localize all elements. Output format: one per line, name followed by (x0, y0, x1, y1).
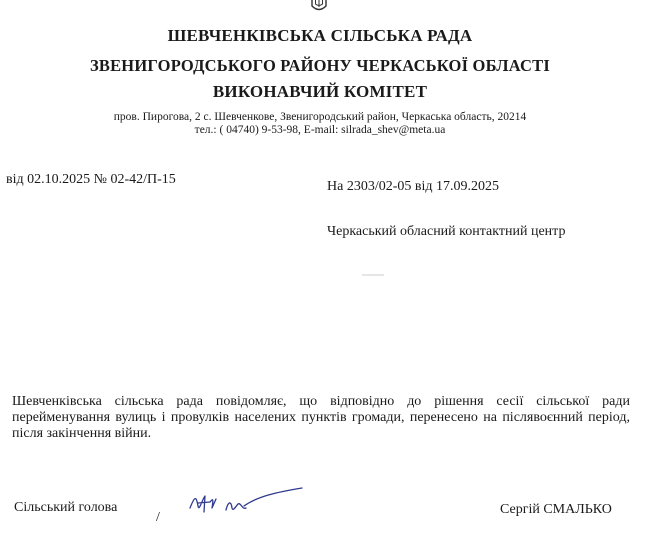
letter-body: Шевченківська сільська рада повідомляє, що відповідно до рішення сесії сільської ради перейменування вулиць і провулків населених пунктів громади, перенесено на післявоєнний період, після закінчення війни. (12, 394, 630, 441)
signatory-title: Сільський голова (14, 500, 118, 515)
signatory-name: Сергій СМАЛЬКО (500, 502, 612, 517)
contact-info: тел.: ( 04740) 9-53-98, E-mail: silrada_shev@meta.ua (194, 124, 446, 136)
outgoing-reference: від 02.10.2025 № 02-42/П-15 (6, 172, 176, 187)
postal-address: пров. Пирогова, 2 с. Шевченкове, Звенигородський район, Черкаська область, 20214 (113, 111, 527, 123)
signature-mark: / (156, 510, 160, 525)
incoming-reference: На 2303/02-05 від 17.09.2025 (327, 179, 499, 194)
recipient: Черкаський обласний контактний центр (327, 224, 566, 239)
council-name: ШЕВЧЕНКІВСЬКА СІЛЬСЬКА РАДА (167, 26, 473, 45)
executive-committee: ВИКОНАВЧИЙ КОМІТЕТ (212, 82, 428, 101)
scan-smudge (362, 274, 384, 276)
district-region: ЗВЕНИГОРОДСЬКОГО РАЙОНУ ЧЕРКАСЬКОЇ ОБЛАСТІ (89, 56, 550, 75)
trident-coat-of-arms-icon (306, 0, 332, 14)
handwritten-signature (186, 486, 306, 520)
